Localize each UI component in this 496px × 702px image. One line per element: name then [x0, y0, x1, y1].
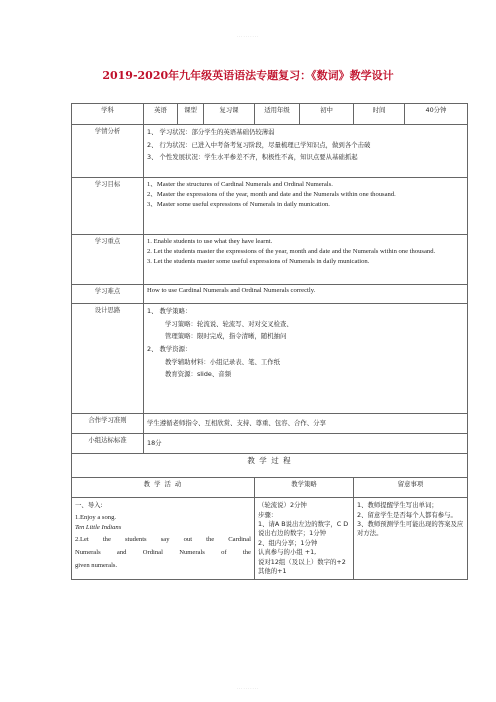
- design-row: [72, 304, 468, 414]
- strategy-learning: 学习策略：轮流说、轮流写、对对交叉检查、: [165, 319, 293, 328]
- song-title: Ten Little Indians: [75, 523, 122, 531]
- goal-item: 2、Master the expressions of the year, month and date and the Numerals within one thousand.: [147, 190, 396, 198]
- key-point-item: 2. Let the students master the expressions of the year, month and date and the Numerals within one thousand.: [147, 247, 436, 255]
- analysis-item: 2、 行为状况：已进入中考备考复习阶段，尽量梳理已学知识点，做到各个击破: [147, 140, 371, 149]
- goal-item: 3、Master some useful expressions of Numerals in daily munication.: [147, 200, 330, 208]
- standard-row: [72, 434, 468, 454]
- difficulty-content: How to use Cardinal Numerals and Ordinal Numerals correctly.: [144, 285, 468, 304]
- process-content-row: [72, 498, 468, 580]
- activity-item: 2.Let the students say out the Cardinal: [75, 536, 251, 544]
- design-label: 设计思路: [72, 304, 144, 414]
- note-item: 2、留意学生是否每个人都有参与。: [357, 510, 457, 519]
- strategy-line: 1、请A B说出左边的数字，C D说出右边的数字；1分钟: [258, 520, 349, 537]
- analysis-content: [144, 125, 468, 178]
- activity-cell: [72, 498, 255, 580]
- notes-column-header: 留意事项: [354, 478, 468, 498]
- key-point-item: 1. Enable students to use what they have learnt.: [147, 238, 273, 245]
- strategy-line: 其他的+1: [258, 567, 287, 576]
- resource-materials: 教学辅助材料：小组记录表、笔、工作纸: [165, 357, 281, 366]
- time-label: 时间: [354, 104, 405, 125]
- note-item: 3、教师预测学生可能出现的答案及应对方法。: [357, 520, 464, 537]
- analysis-row: [72, 125, 468, 178]
- time-value: 40分钟: [405, 104, 468, 125]
- notes-cell: [354, 498, 468, 580]
- lesson-plan-table: [71, 103, 468, 580]
- difficulty-label: 学习难点: [72, 285, 144, 304]
- key-points-content: [144, 235, 468, 285]
- activity-item-cont: given numerals.: [75, 562, 118, 570]
- key-points-row: [72, 235, 468, 285]
- strategy-management: 管理策略：限时完成，指令清晰，随机抽问: [165, 332, 287, 341]
- strategy-line: 步骤：: [258, 510, 278, 519]
- key-point-item: 3. Let the students master some useful expressions of Numerals in daily munication.: [147, 257, 370, 265]
- activity-item: 1.Enjoy a song.: [75, 513, 117, 521]
- difficulty-row: [72, 285, 468, 304]
- grade-value: 初中: [300, 104, 354, 125]
- subject-label: 学科: [72, 104, 144, 125]
- strategy-line: （轮流说）2分钟: [258, 501, 307, 509]
- strategy-column-header: 教学策略: [255, 478, 354, 498]
- standard-content: 18分: [144, 434, 468, 454]
- goals-label: 学习目标: [72, 178, 144, 235]
- strategy-line: 2、组内分享；1分钟: [258, 538, 318, 547]
- analysis-item: 3、 个性发展状况：学生水平参差不齐，积极性不高，知识点要从基础抓起: [147, 153, 358, 162]
- strategy-line: 说对12组（及以上）数字的+2: [258, 557, 346, 566]
- activity-item-cont: Numerals and Ordinal Numerals of the: [75, 549, 251, 557]
- standard-label: 小组达标标准: [72, 434, 144, 454]
- process-title-row: [72, 454, 468, 478]
- process-title: 教 学 过 程: [72, 454, 468, 478]
- page-watermark-bottom: ··········: [236, 686, 260, 691]
- key-points-label: 学习重点: [72, 235, 144, 285]
- process-header-row: [72, 478, 468, 498]
- rules-content: 学生遵循老师指令、互相欣赏、支持、尊重、包容、合作、分享: [144, 414, 468, 434]
- header-row: [72, 104, 468, 125]
- type-label: 课型: [178, 104, 204, 125]
- rules-label: 合作学习准则: [72, 414, 144, 434]
- analysis-label: 学情分析: [72, 125, 144, 178]
- goals-row: [72, 178, 468, 235]
- strategy-line: 认真参与的小组 +1,: [258, 548, 317, 557]
- strategy-heading: 1、 教学策略：: [147, 307, 192, 315]
- document-title: 2019-2020年九年级英语语法专题复习：《数词》教学设计: [102, 69, 394, 82]
- strategy-cell: [255, 498, 354, 580]
- note-item: 1、教师提醒学生写出单词；: [357, 501, 438, 509]
- resource-media: 教育资源：slide、音频: [165, 370, 231, 379]
- analysis-item: 1、 学习状况：部分学生的英语基础仍较薄弱: [147, 128, 275, 136]
- activity-column-header: 教 学 活 动: [72, 478, 255, 498]
- rules-row: [72, 414, 468, 434]
- subject-value: 英语: [144, 104, 178, 125]
- page-watermark-top: ··········: [236, 34, 260, 39]
- goal-item: 1、Master the structures of Cardinal Numerals and Ordinal Numerals.: [147, 181, 333, 188]
- grade-label: 适用年级: [255, 104, 300, 125]
- goals-content: [144, 178, 468, 235]
- design-content: [144, 304, 468, 414]
- type-value: 复习课: [204, 104, 255, 125]
- resources-heading: 2、 教学资源：: [147, 344, 192, 353]
- intro-heading: 一、导入:: [75, 501, 103, 509]
